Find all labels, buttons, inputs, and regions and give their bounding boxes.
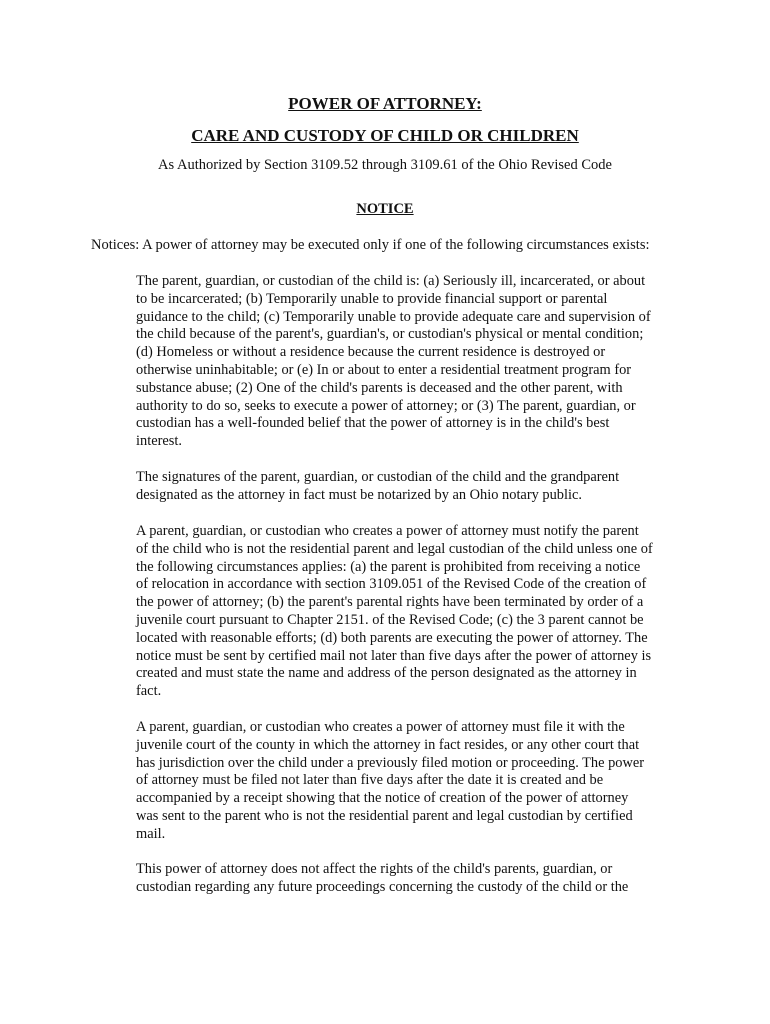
document-title: POWER OF ATTORNEY: (288, 94, 482, 113)
text-line: A parent, guardian, or custodian who creates a power of attorney must notify the parent (136, 523, 639, 539)
text-line: juvenile court of the county in which the attorney in fact resides, or any other court that (136, 736, 640, 753)
text-line: to be incarcerated; (b) Temporarily unable to provide financial support or parental (136, 290, 608, 307)
text-line: created and must state the name and address of the person designated as the attorney in (136, 665, 637, 682)
paragraph-circumstances (136, 273, 684, 451)
text-line: authority to do so, seeks to execute a power of attorney; or (3) The parent, guardian, or (136, 397, 636, 414)
text-line: juvenile court pursuant to Chapter 2151. of the Revised Code; (c) the 3 parent cannot be (136, 611, 644, 628)
text-line: of the child who is not the residential parent and legal custodian of the child unless one of (136, 540, 653, 557)
text-line: of relocation in accordance with section 3109.051 of the Revised Code of the creation of (136, 576, 647, 593)
text-line: The parent, guardian, or custodian of the child is: (a) Seriously ill, incarcerated, or about (136, 273, 646, 289)
text-line: located with reasonable efforts; (d) both parents are executing the power of attorney. The (136, 629, 648, 646)
text-line: otherwise uninhabitable; or (e) In or about to enter a residential treatment program for (136, 361, 632, 378)
text-line: the following circumstances applies: (a) the parent is prohibited from receiving a notice (136, 558, 641, 575)
text-line: mail. (136, 825, 166, 842)
text-line: fact. (136, 683, 162, 700)
text-line: The signatures of the parent, guardian, or custodian of the child and the grandparent (136, 469, 620, 485)
paragraph-court-filing (136, 719, 684, 844)
authorization-line: As Authorized by Section 3109.52 through 3109.61 of the Ohio Revised Code (158, 157, 612, 173)
text-line: guidance to the child; (c) Temporarily unable to provide adequate care and supervision of (136, 308, 651, 325)
text-line: custodian regarding any future proceedings concerning the custody of the child or the (136, 878, 629, 895)
text-line: This power of attorney does not affect the rights of the child's parents, guardian, or (136, 861, 613, 877)
text-line: has jurisdiction over the child under a previously filed motion or proceeding. The power (136, 754, 645, 771)
text-line: the power of attorney; (b) the parent's parental rights have been terminated by order of a (136, 594, 644, 611)
paragraph-parent-notification (136, 523, 684, 701)
paragraph-notarization (136, 469, 684, 505)
text-line: accompanied by a receipt showing that the notice of creation of the power of attorney (136, 790, 629, 807)
document-subtitle-title: CARE AND CUSTODY OF CHILD OR CHILDREN (191, 126, 579, 145)
text-line: custodian has a well-founded belief that the power of attorney is in the child's best (136, 415, 610, 432)
text-line: notice must be sent by certified mail not later than five days after the power of attorney is (136, 647, 652, 664)
text-line: interest. (136, 433, 182, 450)
text-line: was sent to the parent who is not the residential parent and legal custodian by certified (136, 807, 633, 824)
notice-heading: NOTICE (356, 201, 414, 217)
text-line: A parent, guardian, or custodian who creates a power of attorney must file it with the (136, 719, 625, 735)
text-line: designated as the attorney in fact must be notarized by an Ohio notary public. (136, 486, 582, 503)
text-line: substance abuse; (2) One of the child's parents is deceased and the other parent, with (136, 379, 623, 396)
notice-intro: Notices: A power of attorney may be executed only if one of the following circumstances exists: (91, 237, 650, 253)
text-line: (d) Homeless or without a residence because the current residence is destroyed or (136, 344, 606, 361)
text-line: the child because of the parent's, guardian's, or custodian's physical or mental condition; (136, 326, 644, 343)
paragraph-rights (136, 861, 684, 897)
text-line: of attorney must be filed not later than five days after the date it is created and be (136, 772, 604, 789)
